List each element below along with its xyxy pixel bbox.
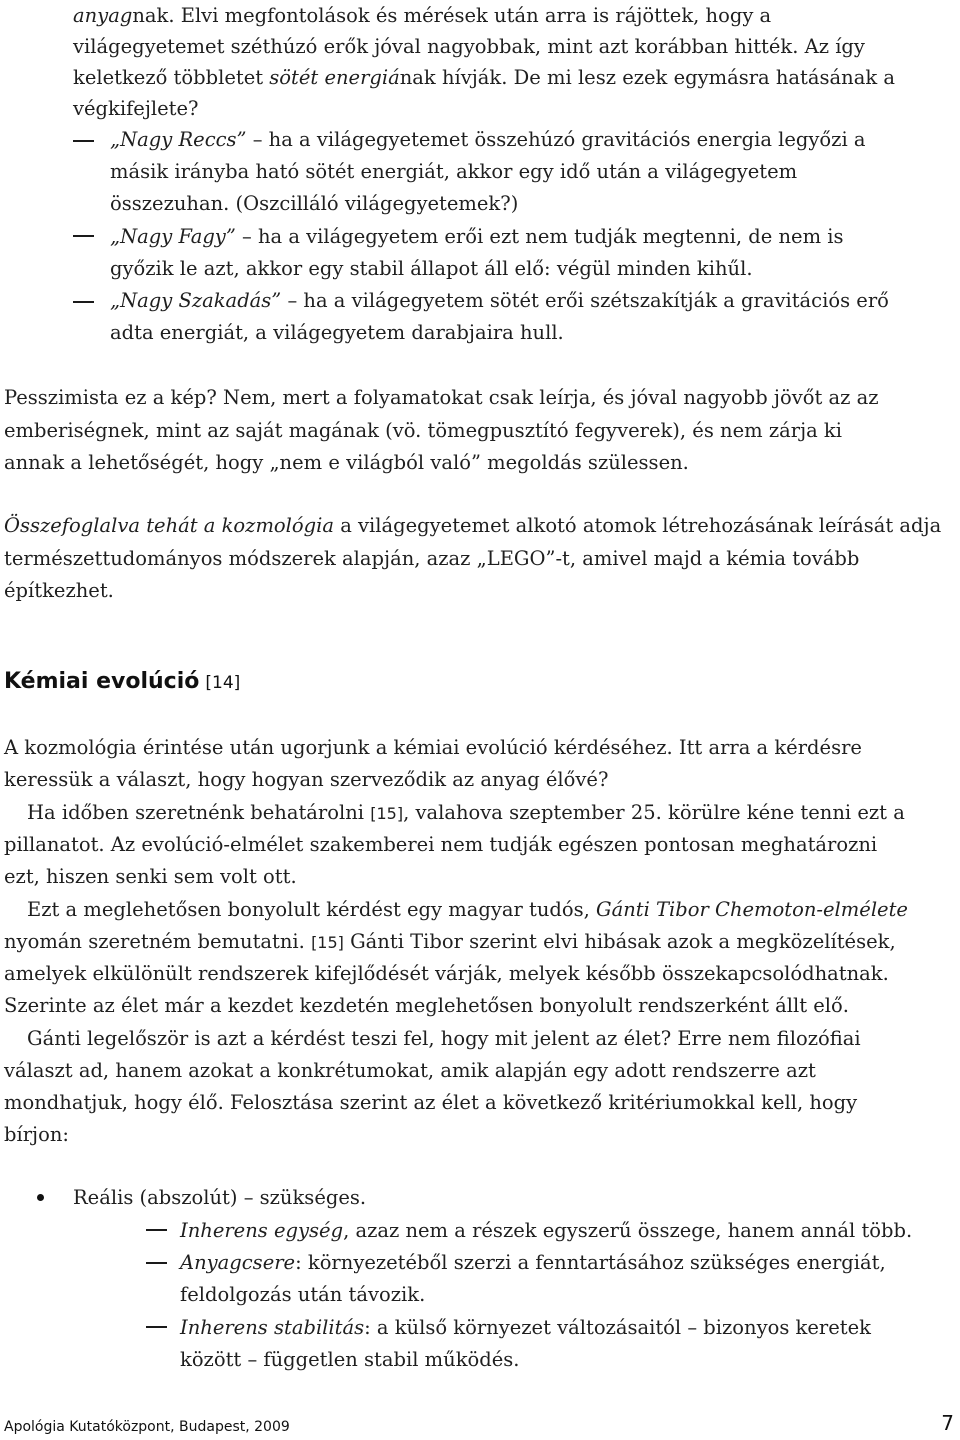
intro-line-3: keletkező többletet sötét energiának hívják. De mi lesz ezek egymásra hatásának a bbox=[73, 66, 895, 89]
section-heading: Kémiai evolúció [14] bbox=[4, 669, 241, 694]
scenario-line: adta energiát, a világegyetem darabjaira hull. bbox=[110, 321, 564, 344]
list-subitem-inherens-stabilitas: Inherens stabilitás: a külső környezet változásaitól – bizonyos keretek bbox=[180, 1316, 871, 1339]
chem-p4-line-1: Gánti legelőször is azt a kérdést teszi fel, hogy mit jelent az élet? Erre nem filozófiai bbox=[27, 1027, 861, 1050]
scenario-nagy-szakadas: „Nagy Szakadás” – ha a világegyetem sötét erői szétszakítják a gravitációs erő bbox=[110, 289, 889, 312]
list-subitem-anyagcsere: Anyagcsere: környezetéből szerzi a fenntartásához szükséges energiát, bbox=[180, 1251, 886, 1274]
chem-p3-line-2: nyomán szeretném bemutatni. [15] Gánti Tibor szerint elvi hibásak azok a megközelítések, bbox=[4, 930, 896, 953]
chem-p2-line-1: Ha időben szeretnénk behatárolni [15], valahova szeptember 25. körülre kéne tenni ezt a bbox=[27, 801, 905, 824]
reference-marker: [14] bbox=[205, 673, 241, 693]
intro-line-1: anyagnak. Elvi megfontolások és mérések után arra is rájöttek, hogy a bbox=[73, 4, 772, 27]
scenario-nagy-reccs: „Nagy Reccs” – ha a világegyetemet összehúzó gravitációs energia legyőzi a bbox=[110, 128, 866, 151]
pessimism-line-2: emberiségnek, mint az saját magának (vö. tömegpusztító fegyverek), és nem zárja ki bbox=[4, 419, 842, 442]
dash-marker bbox=[73, 301, 94, 303]
summary-line-2: természettudományos módszerek alapján, azaz „LEGO”-t, amivel majd a kémia tovább bbox=[4, 547, 860, 570]
scenario-line: másik irányba ható sötét energiát, akkor egy idő után a világegyetem bbox=[110, 160, 798, 183]
reference-marker: [15] bbox=[370, 804, 404, 823]
pessimism-line-3: annak a lehetőségét, hogy „nem e világból való” megoldás szülessen. bbox=[4, 451, 689, 474]
intro-line-2: világegyetemet széthúzó erők jóval nagyobbak, mint azt korábban hitték. Az így bbox=[73, 35, 865, 58]
chem-p4-line-4: bírjon: bbox=[4, 1123, 69, 1146]
footer-publisher: Apológia Kutatóközpont, Budapest, 2009 bbox=[4, 1419, 290, 1435]
chem-p3-line-1: Ezt a meglehetősen bonyolult kérdést egy magyar tudós, Gánti Tibor Chemoton-elmélete bbox=[27, 898, 908, 921]
dash-marker bbox=[146, 1229, 167, 1231]
dash-marker bbox=[146, 1262, 167, 1264]
chem-p3-line-3: amelyek elkülönült rendszerek kifejlődését várják, melyek később összekapcsolódhatnak. bbox=[4, 962, 889, 985]
summary-line-3: építkezhet. bbox=[4, 579, 114, 602]
dash-marker bbox=[73, 235, 94, 237]
chem-p4-line-2: választ ad, hanem azokat a konkrétumokat, amik alapján egy adott rendszerre azt bbox=[4, 1059, 816, 1082]
intro-line-4: végkifejlete? bbox=[73, 97, 199, 120]
chem-p1-line-2: keressük a választ, hogy hogyan szerveződik az anyag élővé? bbox=[4, 768, 609, 791]
chem-p3-line-4: Szerinte az élet már a kezdet kezdetén meglehetősen bonyolult rendszerként állt elő. bbox=[4, 994, 849, 1017]
pessimism-line-1: Pesszimista ez a kép? Nem, mert a folyamatokat csak leírja, és jóval nagyobb jövőt az az bbox=[4, 386, 879, 409]
dash-marker bbox=[146, 1326, 167, 1328]
chem-p1-line-1: A kozmológia érintése után ugorjunk a kémiai evolúció kérdéséhez. Itt arra a kérdésre bbox=[4, 736, 862, 759]
chem-p4-line-3: mondhatjuk, hogy élő. Felosztása szerint az élet a következő kritériumokkal kell, hogy bbox=[4, 1091, 858, 1114]
reference-marker: [15] bbox=[311, 933, 344, 952]
list-subitem-inherens-egyseg: Inherens egység, azaz nem a részek egyszerű összege, hanem annál több. bbox=[180, 1219, 913, 1242]
bullet-marker bbox=[37, 1194, 44, 1201]
dash-marker bbox=[73, 140, 94, 142]
list-bullet-item: Reális (abszolút) – szükséges. bbox=[73, 1186, 367, 1209]
chem-p2-line-2: pillanatot. Az evolúció-elmélet szakemberei nem tudják egészen pontosan meghatározni bbox=[4, 833, 878, 856]
scenario-nagy-fagy: „Nagy Fagy” – ha a világegyetem erői ezt nem tudják megtenni, de nem is bbox=[110, 225, 844, 248]
page-number: 7 bbox=[941, 1411, 954, 1435]
list-subitem-continuation: feldolgozás után távozik. bbox=[180, 1283, 426, 1306]
scenario-line: összezuhan. (Oszcilláló világegyetemek?) bbox=[110, 192, 519, 215]
scenario-line: győzik le azt, akkor egy stabil állapot áll elő: végül minden kihűl. bbox=[110, 257, 753, 280]
summary-line-1: Összefoglalva tehát a kozmológia a világegyetemet alkotó atomok létrehozásának leírását adja bbox=[4, 514, 942, 537]
chem-p2-line-3: ezt, hiszen senki sem volt ott. bbox=[4, 865, 297, 888]
list-subitem-continuation: között – független stabil működés. bbox=[180, 1348, 520, 1371]
